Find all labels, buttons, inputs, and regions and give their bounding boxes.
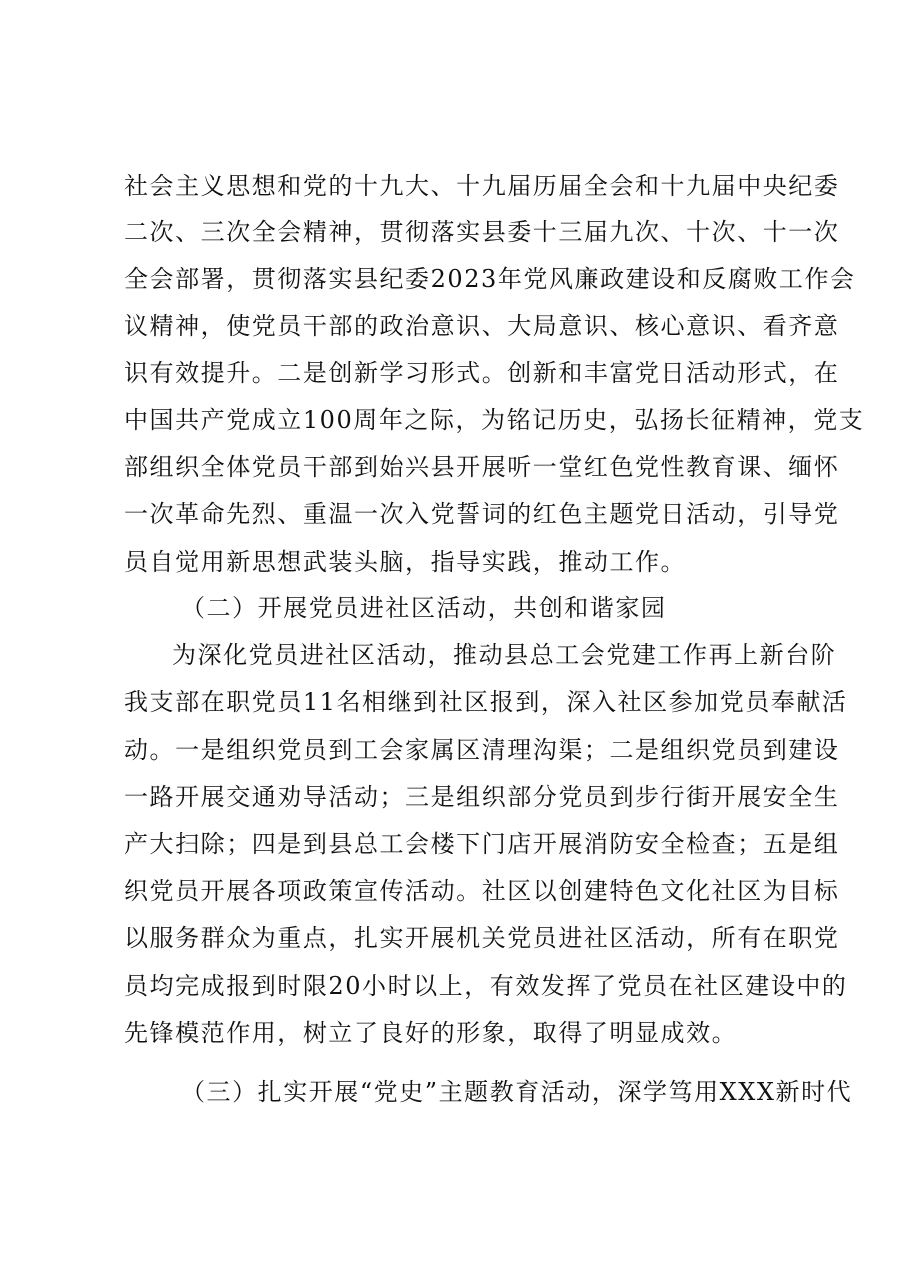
section-heading-2: （二）开展党员进社区活动，共创和谐家园: [181, 594, 667, 622]
paragraph-line: 我支部在职党员11名相继到社区报到，深入社区参加党员奉献活: [124, 688, 848, 716]
paragraph-line: 议精神，使党员干部的政治意识、大局意识、核心意识、看齐意: [124, 312, 840, 340]
paragraph-line: 织党员开展各项政策宣传活动。社区以创建特色文化社区为目标: [124, 877, 840, 905]
paragraph-line: 员自觉用新思想武装头脑，指导实践，推动工作。: [124, 548, 687, 576]
paragraph-line: 识有效提升。二是创新学习形式。创新和丰富党日活动形式，在: [124, 359, 840, 387]
paragraph-line: 一路开展交通劝导活动；三是组织部分党员到步行街开展安全生: [124, 783, 840, 811]
paragraph-line: 产大扫除；四是到县总工会楼下门店开展消防安全检查；五是组: [124, 830, 840, 858]
paragraph-line: 为深化党员进社区活动，推动县总工会党建工作再上新台阶: [172, 641, 837, 669]
paragraph-line: 以服务群众为重点，扎实开展机关党员进社区活动，所有在职党: [124, 924, 840, 952]
paragraph-line: 一次革命先烈、重温一次入党誓词的红色主题党日活动，引导党: [124, 500, 840, 528]
paragraph-line: 员均完成报到时限20小时以上，有效发挥了党员在社区建设中的: [124, 972, 848, 1000]
paragraph-line: 全会部署，贯彻落实县纪委2023年党风廉政建设和反腐败工作会: [124, 265, 856, 293]
paragraph-line: 二次、三次全会精神，贯彻落实县委十三届九次、十次、十一次: [124, 218, 840, 246]
paragraph-line: 动。一是组织党员到工会家属区清理沟渠；二是组织党员到建设: [124, 736, 840, 764]
paragraph-line: 先锋模范作用，树立了良好的形象，取得了明显成效。: [124, 1019, 738, 1047]
section-heading-3: （三）扎实开展“党史”主题教育活动，深学笃用XXX新时代: [181, 1078, 853, 1106]
paragraph-line: 中国共产党成立100周年之际，为铭记历史，弘扬长征精神，党支: [124, 406, 865, 434]
paragraph-line: 部组织全体党员干部到始兴县开展听一堂红色党性教育课、缅怀: [124, 453, 840, 481]
paragraph-line: 社会主义思想和党的十九大、十九届历届全会和十九届中央纪委: [124, 172, 840, 200]
